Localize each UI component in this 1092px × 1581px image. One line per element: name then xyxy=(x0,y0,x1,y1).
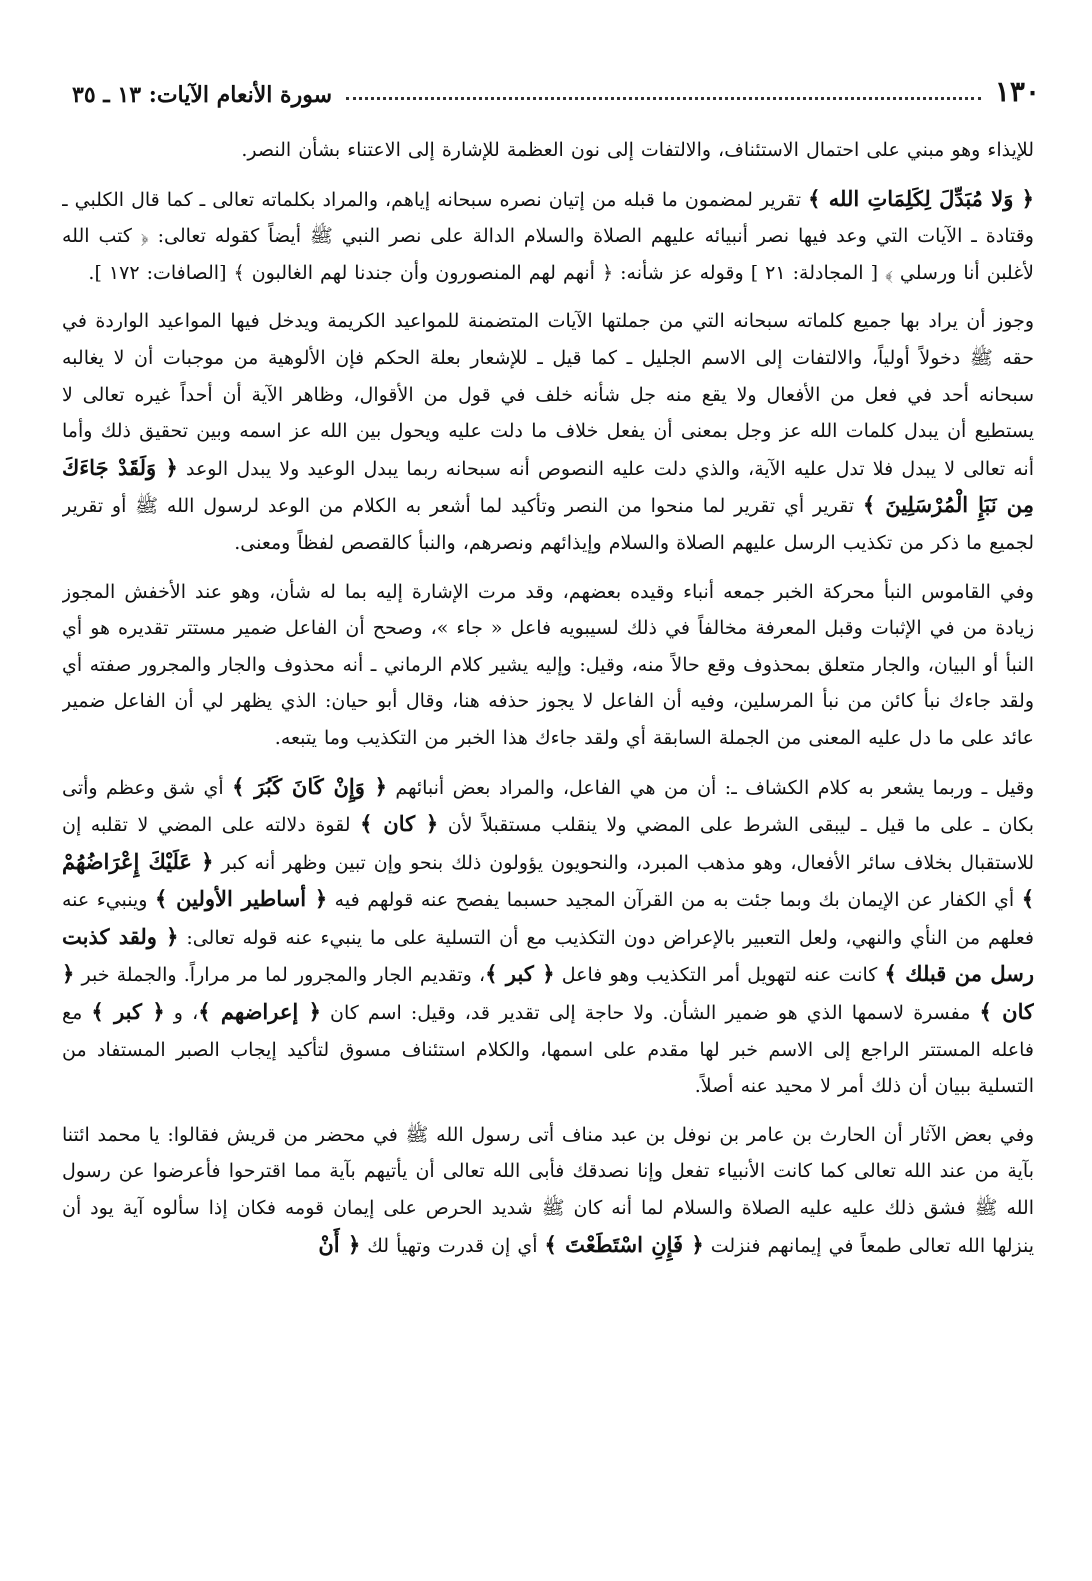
page-body xyxy=(62,132,1034,1561)
paragraph-text: تقرير أي تقرير لما منحوا من النصر وتأكيد لما أشعر به الكلام من الوعد لرسول الله ﷺ أو تقرير لجميع ما ذكر من تكذيب الرسل عليهم الصلاة والسلام وإيذائهم ونصرهم، والنبأ كالقصص لفظاً ومعنى. xyxy=(62,495,1034,554)
paragraph-text: ، و xyxy=(164,1002,199,1025)
quran-quote: ﴿ وَلَقَدْ جَاءَكَ مِن نَبَإِ الْمُرْسَلِينَ ﴾ xyxy=(62,454,1034,518)
paragraph-text: وينبيء عنه فعلهم من النأي والنهي، ولعل التعبير بالإعراض دون التكذيب مع أن التسلية على ما ينبيء عنه قوله تعالى: xyxy=(62,889,1034,949)
quran-quote: ﴿ ولقد كذبت رسل من قبلك ﴾ xyxy=(62,923,1034,987)
paragraph-text: وفي بعض الآثار أن الحارث بن عامر بن نوفل بن عبد مناف أتى رسول الله ﷺ في محضر من قريش فقالوا: يا محمد ائتنا بآية من عند الله تعالى كما كانت الأنبياء تفعل وإنا نصدقك فأبى الله تعالى أن يأتيهم بآية مما اقترحوا فأعرضوا عن رسول الله ﷺ فشق ذلك عليه عليه الصلاة والسلام لما أنه كان ﷺ شديد الحرص على إيمان قومه فكان إذا سألوه آية يود أن ينزلها الله تعالى طمعاً في إيمانهم فنزلت xyxy=(62,1123,1034,1257)
paragraph-text: لقوة دلالته على المضي لا تقلبه إن للاستقبال بخلاف سائر الأفعال، وهو مذهب المبرد، والنحويون يؤولون ذلك بنحو وإن تبين وظهر أنه كبر xyxy=(62,814,1034,874)
quran-quote: ﴿ كبر ﴾ xyxy=(91,999,165,1025)
paragraph xyxy=(62,303,1034,561)
page-header xyxy=(72,68,1040,108)
paragraph xyxy=(62,181,1034,292)
paragraph-text: كانت عنه لتهويل أمر التكذيب وهو فاعل xyxy=(554,964,885,987)
quran-quote: ﴿ وَإِنْ كَانَ كَبُرَ ﴾ xyxy=(232,773,387,799)
paragraph xyxy=(62,132,1034,169)
quran-quote: ﴿ إعراضهم ﴾ xyxy=(198,999,321,1025)
paragraph-text: أي شق وعظم وأتى بكان ـ على ما قيل ـ ليبقى الشرط على المضي ولا ينقلب مستقبلاً لأن xyxy=(62,776,1034,837)
paragraph-text: مفسرة لاسمها الذي هو ضمير الشأن. ولا حاجة إلى تقدير قد، وقيل: اسم كان xyxy=(320,1002,980,1025)
running-title: سورة الأنعام الآيات: ١٣ ـ ٣٥ xyxy=(72,82,333,108)
quran-quote: ﴿ كبر ﴾ xyxy=(485,961,555,987)
paragraph-text: أي إن قدرت وتهيأ لك xyxy=(360,1234,545,1257)
paragraph-text: وجوز أن يراد بها جميع كلماته سبحانه التي من جملتها الآيات المتضمنة للمواعيد الكريمة ويدخل فيها المواعيد الواردة في حقه ﷺ دخولاً أولياً، والالتفات إلى الاسم الجليل ـ كما قيل ـ للإشعار بعلة الحكم فإن الألوهية من موجبات أن لا يغالبه سبحانه أحد في فعل من الأفعال ولا يقع منه جل شأنه خلف في قول من الأقوال، وظاهر الآية أن أحداً غيره تعالى لا يستطيع أن يبدل كلمات الله عز وجل بمعنى أن يفعل خلاف ما دلت عليه ويحول بين الله عز اسمه وبين تحقيق ذلك وأما أنه تعالى لا يبدل فلا تدل عليه الآية، والذي دلت عليه النصوص أنه سبحانه ربما يبدل الوعيد ولا يبدل الوعد xyxy=(62,310,1034,480)
paragraph-text: تقرير لمضمون ما قبله من إتيان نصره سبحانه إياهم، والمراد بكلماته تعالى ـ كما قال الكلبي ـ وقتادة ـ الآيات التي وعد فيها نصر أنبيائه عليهم الصلاة والسلام الدالة على نصر النبي ﷺ أيضاً كقوله تعالى: ﴿ كتب الله لأغلبن أنا ورسلي ﴾ [ المجادلة: ٢١ ] وقوله عز شأنه: ﴿ أنهم لهم المنصورون وأن جندنا لهم الغالبون ﴾ [الصافات: ١٧٢ ]. xyxy=(62,188,1034,284)
quran-quote: ﴿ عَلَيْكَ إِعْرَاضُهُمْ ﴾ xyxy=(62,848,1034,912)
paragraph-text: وقيل ـ وربما يشعر به كلام الكشاف ـ: أن من هي الفاعل، والمراد بعض أنبائهم xyxy=(386,776,1034,799)
quran-quote: ﴿ أساطير الأولين ﴾ xyxy=(155,886,328,912)
quran-quote: ﴿ وَلا مُبَدِّلَ لِكَلِمَاتِ الله ﴾ xyxy=(808,185,1034,211)
quran-quote: ﴿ كان ﴾ xyxy=(360,811,439,837)
quran-quote: ﴿ أَنْ xyxy=(318,1231,361,1257)
paragraph-text: للإيذاء وهو مبني على احتمال الاستئناف، والالتفات إلى نون العظمة للإشارة إلى الاعتناء بشأن النصر. xyxy=(241,139,1034,161)
quran-quote: ﴿ كان ﴾ xyxy=(62,961,1034,1025)
paragraph-text: ، وتقديم الجار والمجرور لما مر مراراً. والجملة خبر xyxy=(74,964,486,987)
quran-quote: ﴿ فَإِنِ اسْتَطَعْتَ ﴾ xyxy=(544,1231,704,1257)
paragraph xyxy=(62,1117,1034,1264)
paragraph xyxy=(62,769,1034,1105)
dotted-leader xyxy=(346,97,981,100)
paragraph xyxy=(62,574,1034,757)
paragraph-text: وفي القاموس النبأ محركة الخبر جمعه أنباء وقيده بعضهم، وقد مرت الإشارة إليه بما له شأن، وهو عند الأخفش المجوز زيادة من في الإثبات وقبل المعرفة مخالفاً في ذلك لسيبويه فاعل « جاء »، وصحح أن الفاعل ضمير مستتر تقديره هو أي النبأ أو البيان، والجار متعلق بمحذوف وقع حالاً منه، وقيل: وإليه يشير كلام الرماني ـ أنه محذوف والجار والمجرور صفته أي ولقد جاءك نبأ كائن من نبأ المرسلين، وفيه أن الفاعل لا يجوز حذفه هنا، وقال أبو حيان: الذي يظهر لي أن الفاعل ضمير عائد على ما دل عليه المعنى من الجملة السابقة أي ولقد جاءك هذا الخبر من التكذيب وما يتبعه. xyxy=(62,580,1034,749)
page-number: ١٣٠ xyxy=(994,75,1040,108)
paragraph-text: أي الكفار عن الإيمان بك وبما جئت به من القرآن المجيد حسبما يفصح عنه قولهم فيه xyxy=(327,889,1022,912)
paragraph-text: مع فاعله المستتر الراجع إلى الاسم خبر لها مقدم على اسمها، والكلام استئناف مسوق لتأكيد إيجاب الصبر المستفاد من التسلية ببيان أن ذلك أمر لا محيد عنه أصلاً. xyxy=(62,1002,1034,1098)
